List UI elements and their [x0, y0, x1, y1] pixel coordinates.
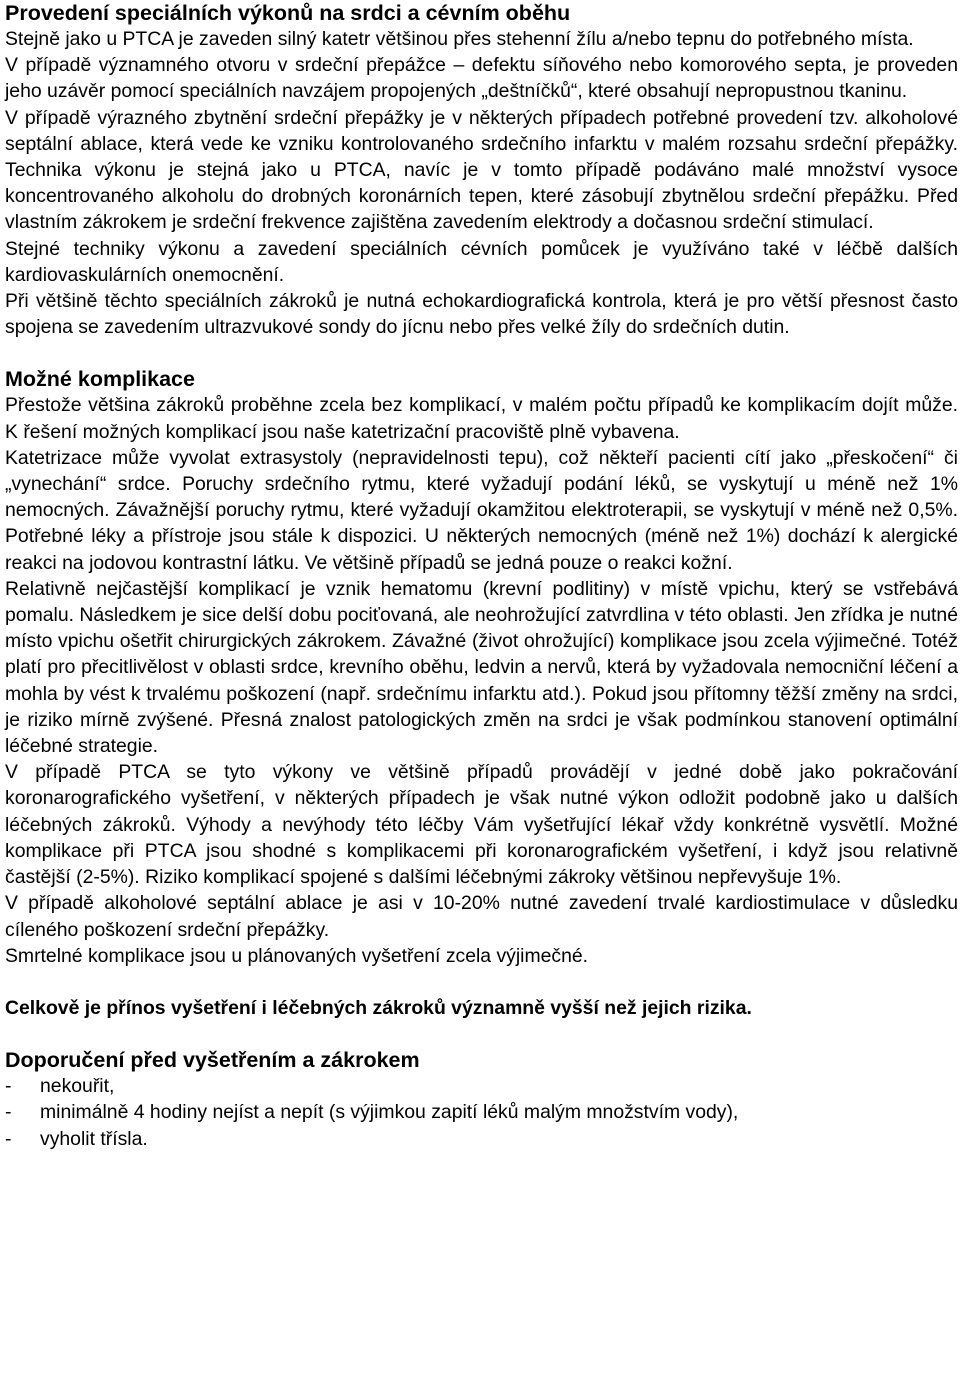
list-item [5, 1099, 958, 1125]
list-item [5, 1126, 958, 1152]
section-title-complications: Možné komplikace [5, 367, 195, 392]
paragraph-ablation-pacing: V případě alkoholové septální ablace je asi v 10-20% nutné zavedení trvalé kardiostimulace v důsledku cíleného poškození srdeční přepážky. [5, 892, 958, 941]
list-dash: - [5, 1127, 12, 1150]
paragraph-hematoma: Relativně nejčastější komplikací je vznik hematomu (krevní podlitiny) v místě vpichu, který se vstřebává pomalu. Následkem je sice delší dobu pociťovaná, ale neohrožující zatvrdlina v této oblasti. Jen zřídka je nutné místo vpichu ošetřit chirurgických zákrokem. Závažné (život ohrožující) komplikace jsou zcela výjimečné. Totéž platí pro přecitlivělost v oblasti srdce, krevního oběhu, ledvin a nervů, která by vyžadovala nemocniční léčení a mohla by vést k trvalému poškození (např. srdečnímu infarktu atd.). Pokud jsou přítomny těžší změny na srdci, je riziko mírně zvýšené. Přesná znalost patologických změn na srdci je však podmínkou stanovení optimální léčebné strategie. [5, 577, 958, 758]
paragraph-septal-defect: V případě významného otvoru v srdeční přepážce – defektu síňového nebo komorového septa, je proveden jeho uzávěr pomocí speciálních navzájem propojených „deštníčků“, které obsahují nepropustnou tkaninu. [5, 54, 958, 103]
paragraph-echo-control: Při většině těchto speciálních zákroků je nutná echokardiografická kontrola, která je pro větší přesnost často spojena se zavedením ultrazvukové sondy do jícnu nebo přes velké žíly do srdečních dutin. [5, 290, 958, 339]
section-spacer [5, 969, 958, 995]
recommendation-list [5, 1073, 958, 1152]
list-item-text: minimálně 4 hodiny nejíst a nepít (s výjimkou zapití léků malým množstvím vody), [40, 1101, 739, 1124]
section-spacer [5, 340, 958, 366]
section-title-special-procedures: Provedení speciálních výkonů na srdci a cévním oběhu [5, 1, 571, 25]
paragraph-ptca: V případě PTCA se tyto výkony ve většině případů provádějí v jedné době jako pokračování koronarografického vyšetření, v některých případech je však nutné výkon odložit podobně jako u dalších léčebných zákroků. Výhody a nevýhody této léčby Vám vyšetřující lékař vždy konkrétně vysvětlí. Možné komplikace při PTCA jsou shodné s komplikacemi při koronarografickém vyšetření, i když jsou relativně častější (2-5%). Riziko komplikací spojené s dalšími léčebnými zákroky většinou nepřevyšuje 1%. [5, 761, 958, 889]
paragraph-septal-ablation: V případě výrazného zbytnění srdeční přepážky je v některých případech potřebné provedení tzv. alkoholové septální ablace, která vede ke vzniku kontrolovaného srdečního infarktu v malém rozsahu srdeční přepážky. Technika výkonu je stejná jako u PTCA, navíc je v tomto případě podáváno malé množství vysoce koncentrovaného alkoholu do drobných koronárních tepen, které zásobují zbytnělou srdeční přepážku. Před vlastním zákrokem je srdeční frekvence zajištěna zavedením elektrody a dočasnou srdeční stimulací. [5, 106, 958, 234]
list-dash: - [5, 1101, 12, 1124]
section-title-recommendations: Doporučení před vyšetřením a zákrokem [5, 1048, 420, 1073]
list-item [5, 1073, 958, 1099]
section-spacer [5, 1021, 958, 1047]
paragraph-arrhythmia: Katetrizace může vyvolat extrasystoly (nepravidelnosti tepu), což někteří pacienti cítí jako „přeskočení“ či „vynechání“ srdce. Poruchy srdečního rytmu, které vyžadují podání léků, se vyskytují u méně než 1% nemocných. Závažnější poruchy rytmu, které vyžadují okamžitou elektroterapii, se vyskytují v méně než 0,5%. Potřebné léky a přístroje jsou stále k dispozici. U některých nemocných (méně než 1%) dochází k alergické reakci na jodovou kontrastní látku. Ve většině případů se jedná pouze o reakci kožní. [5, 446, 958, 574]
paragraph-other-diseases: Stejné techniky výkonu a zavedení speciálních cévních pomůcek je využíváno také v léčbě dalších kardiovaskulárních onemocnění. [5, 237, 958, 286]
list-item-text: vyholit třísla. [40, 1127, 148, 1150]
list-item-text: nekouřit, [40, 1075, 115, 1098]
paragraph-fatal-complications: Smrtelné komplikace jsou u plánovaných vyšetření zcela výjimečné. [5, 944, 589, 967]
paragraph-complications-intro: Přestože většina zákroků proběhne zcela bez komplikací, v malém počtu případů ke komplikacím dojít může. K řešení možných komplikací jsou naše katetrizační pracoviště plně vybavena. [5, 394, 958, 443]
paragraph-catheter-intro: Stejně jako u PTCA je zaveden silný katetr většinou přes stehenní žílu a/nebo tepnu do potřebného místa. [5, 28, 914, 50]
list-dash: - [5, 1075, 12, 1098]
summary-statement: Celkově je přínos vyšetření i léčebných zákroků významně vyšší než jejich rizika. [5, 996, 752, 1019]
